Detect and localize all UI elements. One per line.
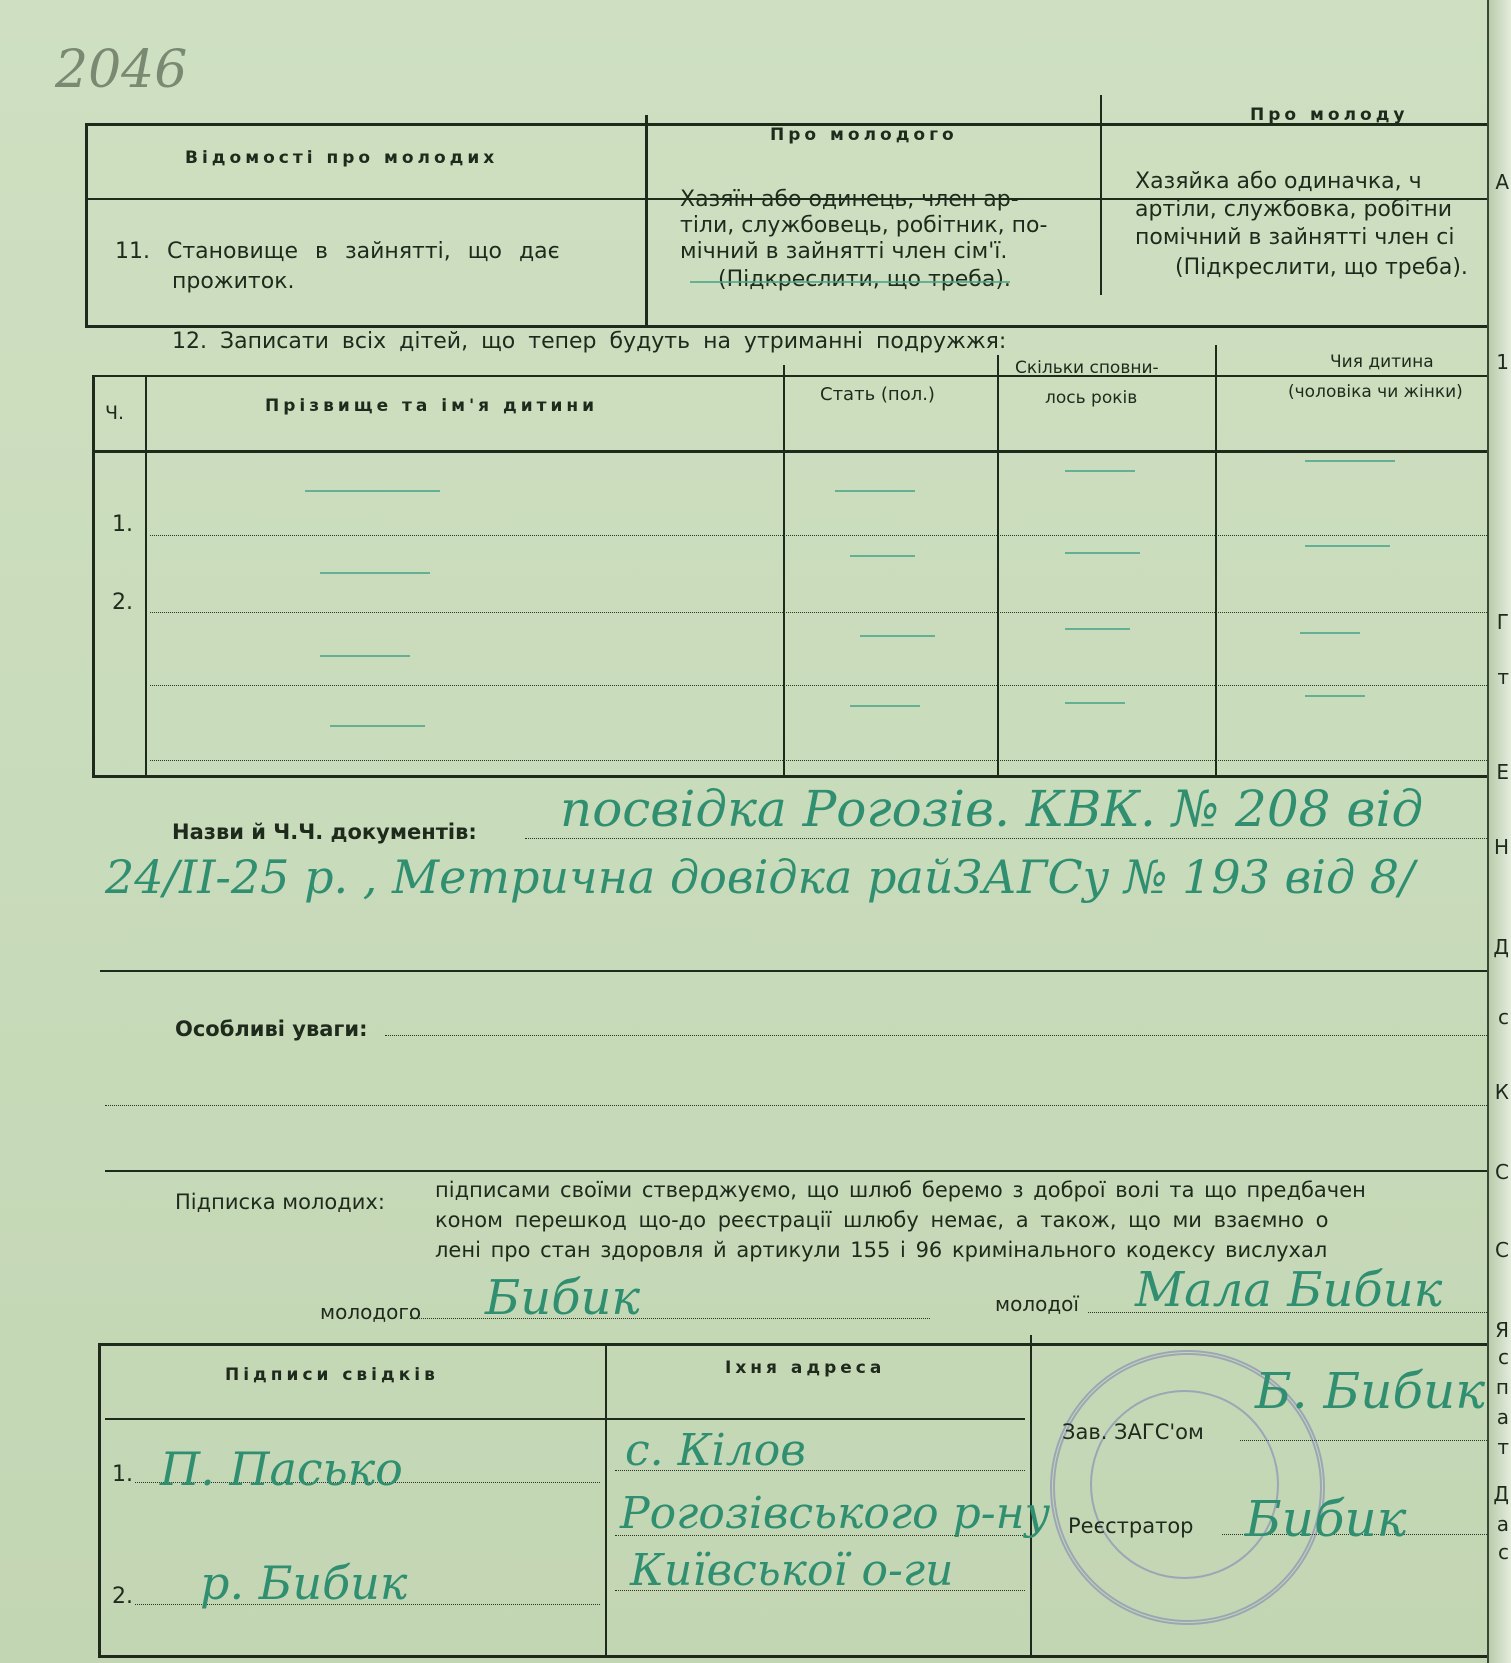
documents-label: Назви й Ч.Ч. документів: xyxy=(172,820,477,844)
subscription-label: Підписка молодих: xyxy=(175,1190,385,1214)
witness-1-signature: П. Пасько xyxy=(160,1442,403,1496)
zags-head-signature: Б. Бибик xyxy=(1255,1362,1486,1420)
edge-letter: т xyxy=(1497,1435,1509,1459)
subscription-line-1: підписами своїми стверджуємо, що шлюб беремо з доброї волі та що предбачен xyxy=(435,1178,1366,1202)
edge-letter: п xyxy=(1495,1375,1509,1399)
col-witness-signatures: Підписи свідків xyxy=(225,1365,439,1385)
col-age-2: лось років xyxy=(1045,388,1138,408)
edge-letter: С xyxy=(1495,1160,1509,1184)
edge-letter: Е xyxy=(1496,760,1509,784)
subscription-line-2: коном перешкод що-до реєстрації шлюбу немає, а також, що ми взаємно о xyxy=(435,1208,1329,1232)
edge-letter: а xyxy=(1496,1405,1509,1429)
row11-bride-2: артіли, службовка, робітни xyxy=(1135,197,1453,222)
col-child-name: Прізвище та ім'я дитини xyxy=(265,396,599,416)
edge-letter: Д xyxy=(1493,935,1509,959)
witness-address-line-1: с. Кілов xyxy=(625,1425,806,1476)
row11-bride-1: Хазяйка або одиначка, ч xyxy=(1135,169,1422,194)
child-row-2-number: 2. xyxy=(112,590,133,615)
witness-address-line-2: Рогозівського р-ну xyxy=(620,1488,1051,1539)
row11-groom-4: (Підкреслити, що треба). xyxy=(718,267,1011,292)
witness-address-line-3: Київської о-ги xyxy=(630,1545,954,1596)
documents-handwriting-1: посвідка Рогозів. КВК. № 208 від xyxy=(560,780,1424,838)
edge-letter: а xyxy=(1496,1512,1509,1536)
header-col-bride: Про молоду xyxy=(1250,105,1409,125)
edge-letter: Д xyxy=(1493,1482,1509,1506)
registrar-label: Реєстратор xyxy=(1068,1514,1194,1538)
col-age-1: Скільки сповни- xyxy=(1015,358,1159,378)
col-number: Ч. xyxy=(105,402,125,424)
edge-letter: т xyxy=(1497,665,1509,689)
row11-groom-3: мічний в зайнятті член сім'ї. xyxy=(680,239,1008,264)
child-row-1-number: 1. xyxy=(112,512,133,537)
edge-letter: Н xyxy=(1493,835,1509,859)
row11-label-2: прожиток. xyxy=(172,269,295,294)
col-whose-1: Чия дитина xyxy=(1330,352,1434,372)
edge-letter: Я xyxy=(1495,1318,1509,1342)
row11-label-1: 11. Становище в зайнятті, що дає xyxy=(115,239,560,264)
edge-letter: с xyxy=(1498,1345,1509,1369)
witness-1-number: 1. xyxy=(112,1462,133,1487)
witness-2-signature: р. Бибик xyxy=(200,1556,408,1610)
remarks-label: Особливі уваги: xyxy=(175,1017,368,1041)
groom-signature: Бибик xyxy=(485,1270,641,1326)
subscription-line-3: лені про стан здоровля й артикули 155 і 96 кримінального кодексу вислухал xyxy=(435,1238,1328,1262)
row12-title: 12. Записати всіх дітей, що тепер будуть на утриманні подружжя: xyxy=(172,329,1007,354)
archive-mark: 2046 xyxy=(55,40,188,100)
bride-signature: Мала Бибик xyxy=(1135,1262,1443,1318)
adjacent-page-edge xyxy=(1487,0,1511,1663)
witness-2-number: 2. xyxy=(112,1584,133,1609)
row11-groom-1: Хазяїн або одинець, член ар- xyxy=(680,187,1019,212)
edge-letter: А xyxy=(1495,170,1509,194)
edge-letter: 1 xyxy=(1496,350,1509,374)
edge-letter: С xyxy=(1495,1238,1509,1262)
edge-letter: К xyxy=(1494,1080,1509,1104)
col-whose-2: (чоловіка чи жінки) xyxy=(1288,382,1463,402)
header-col-groom: Про молодого xyxy=(770,125,958,145)
bride-signature-label: молодої xyxy=(995,1292,1079,1316)
row11-bride-4: (Підкреслити, що треба). xyxy=(1175,255,1468,280)
registrar-signature: Бибик xyxy=(1245,1490,1407,1548)
header-col-info: Відомості про молодих xyxy=(185,148,499,168)
edge-letter: Г xyxy=(1496,610,1509,634)
row11-groom-2: тіли, службовець, робітник, по- xyxy=(680,213,1048,238)
edge-letter: с xyxy=(1498,1005,1509,1029)
zags-head-label: Зав. ЗАГС'ом xyxy=(1062,1420,1204,1444)
col-sex: Стать (пол.) xyxy=(820,384,935,405)
col-witness-address: Іхня адреса xyxy=(725,1358,886,1378)
documents-handwriting-2: 24/II-25 р. , Метрична довідка райЗАГСу № 193 від 8/ xyxy=(105,850,1415,904)
edge-letter: с xyxy=(1498,1540,1509,1564)
groom-signature-label: молодого xyxy=(320,1300,422,1324)
row11-bride-3: помічний в зайнятті член сі xyxy=(1135,225,1455,250)
